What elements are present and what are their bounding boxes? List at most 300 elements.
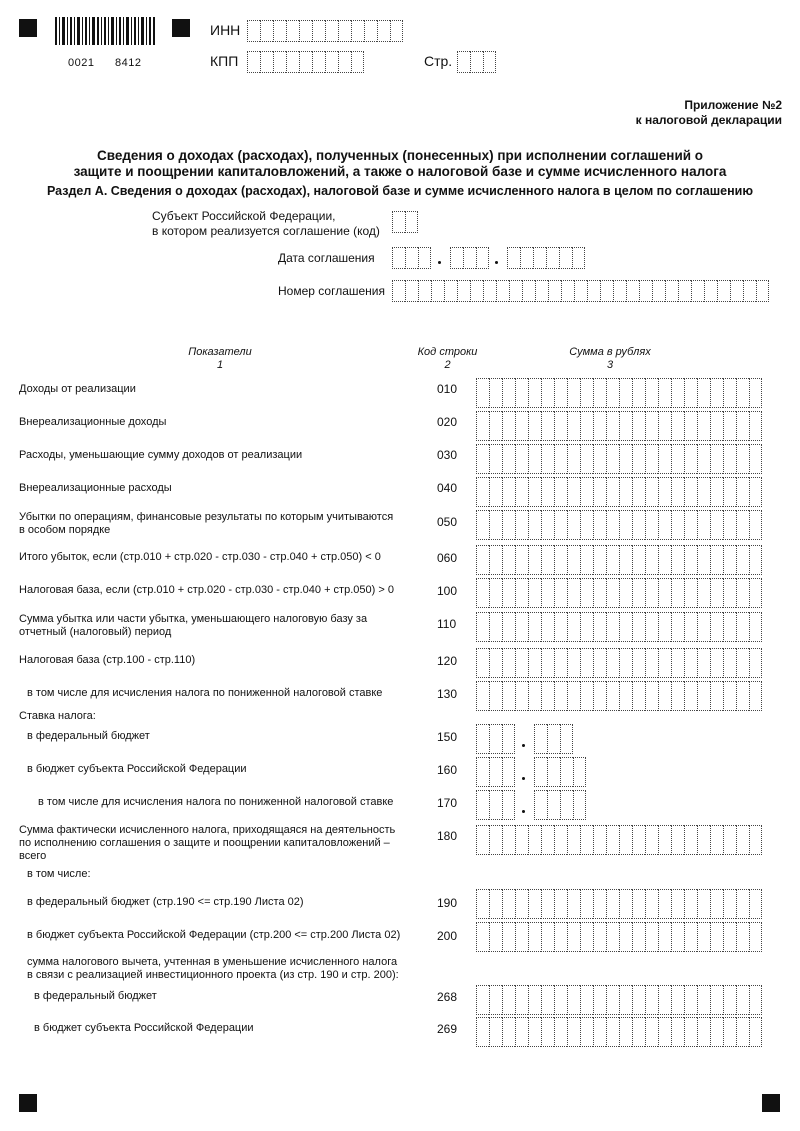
char-cell[interactable] — [554, 825, 567, 855]
char-cell[interactable] — [606, 378, 619, 408]
char-cell[interactable] — [684, 411, 697, 441]
char-cell[interactable] — [567, 477, 580, 507]
char-cell[interactable] — [749, 444, 762, 474]
char-cell[interactable] — [515, 681, 528, 711]
char-cell[interactable] — [671, 681, 684, 711]
char-cell[interactable] — [476, 648, 489, 678]
char-cell[interactable] — [554, 545, 567, 575]
char-cell[interactable] — [671, 411, 684, 441]
char-cell[interactable] — [606, 648, 619, 678]
char-cell[interactable] — [489, 889, 502, 919]
char-cell[interactable] — [489, 724, 502, 754]
char-cell[interactable] — [286, 51, 299, 73]
char-cell[interactable] — [619, 378, 632, 408]
char-cell[interactable] — [606, 477, 619, 507]
char-cell[interactable] — [541, 578, 554, 608]
char-cell[interactable] — [541, 477, 554, 507]
char-cell[interactable] — [541, 681, 554, 711]
row-amount-110[interactable] — [476, 612, 762, 642]
char-cell[interactable] — [547, 724, 560, 754]
char-cell[interactable] — [619, 681, 632, 711]
char-cell[interactable] — [541, 825, 554, 855]
char-cell[interactable] — [325, 20, 338, 42]
char-cell[interactable] — [632, 825, 645, 855]
char-cell[interactable] — [567, 510, 580, 540]
char-cell[interactable] — [580, 612, 593, 642]
char-cell[interactable] — [684, 378, 697, 408]
row-rate-160-fraction[interactable] — [534, 757, 586, 787]
char-cell[interactable] — [697, 510, 710, 540]
char-cell[interactable] — [351, 20, 364, 42]
char-cell[interactable] — [405, 211, 418, 233]
char-cell[interactable] — [723, 444, 736, 474]
char-cell[interactable] — [515, 648, 528, 678]
char-cell[interactable] — [534, 790, 547, 820]
char-cell[interactable] — [619, 922, 632, 952]
char-cell[interactable] — [405, 247, 418, 269]
char-cell[interactable] — [697, 922, 710, 952]
date-year-field[interactable] — [507, 247, 585, 269]
char-cell[interactable] — [273, 20, 286, 42]
char-cell[interactable] — [723, 681, 736, 711]
char-cell[interactable] — [567, 825, 580, 855]
char-cell[interactable] — [736, 444, 749, 474]
row-amount-040[interactable] — [476, 477, 762, 507]
char-cell[interactable] — [606, 922, 619, 952]
char-cell[interactable] — [528, 477, 541, 507]
char-cell[interactable] — [554, 578, 567, 608]
char-cell[interactable] — [431, 280, 444, 302]
char-cell[interactable] — [645, 922, 658, 952]
kpp-field[interactable] — [247, 51, 364, 73]
char-cell[interactable] — [476, 578, 489, 608]
char-cell[interactable] — [580, 681, 593, 711]
char-cell[interactable] — [534, 757, 547, 787]
char-cell[interactable] — [671, 648, 684, 678]
char-cell[interactable] — [697, 985, 710, 1015]
char-cell[interactable] — [476, 444, 489, 474]
char-cell[interactable] — [567, 545, 580, 575]
char-cell[interactable] — [749, 477, 762, 507]
char-cell[interactable] — [502, 444, 515, 474]
row-amount-200[interactable] — [476, 922, 762, 952]
char-cell[interactable] — [489, 612, 502, 642]
char-cell[interactable] — [483, 51, 496, 73]
char-cell[interactable] — [704, 280, 717, 302]
char-cell[interactable] — [723, 411, 736, 441]
char-cell[interactable] — [749, 1017, 762, 1047]
char-cell[interactable] — [554, 648, 567, 678]
char-cell[interactable] — [639, 280, 652, 302]
row-rate-150-integer[interactable] — [476, 724, 515, 754]
char-cell[interactable] — [697, 378, 710, 408]
char-cell[interactable] — [502, 790, 515, 820]
char-cell[interactable] — [392, 247, 405, 269]
char-cell[interactable] — [502, 889, 515, 919]
char-cell[interactable] — [470, 280, 483, 302]
char-cell[interactable] — [749, 578, 762, 608]
row-rate-170-fraction[interactable] — [534, 790, 586, 820]
char-cell[interactable] — [593, 681, 606, 711]
char-cell[interactable] — [645, 612, 658, 642]
char-cell[interactable] — [710, 1017, 723, 1047]
char-cell[interactable] — [528, 411, 541, 441]
char-cell[interactable] — [567, 444, 580, 474]
row-amount-130[interactable] — [476, 681, 762, 711]
char-cell[interactable] — [489, 648, 502, 678]
char-cell[interactable] — [444, 280, 457, 302]
char-cell[interactable] — [286, 20, 299, 42]
char-cell[interactable] — [652, 280, 665, 302]
char-cell[interactable] — [541, 612, 554, 642]
char-cell[interactable] — [671, 545, 684, 575]
char-cell[interactable] — [476, 545, 489, 575]
char-cell[interactable] — [476, 825, 489, 855]
char-cell[interactable] — [749, 510, 762, 540]
char-cell[interactable] — [749, 681, 762, 711]
date-day-field[interactable] — [392, 247, 431, 269]
char-cell[interactable] — [710, 681, 723, 711]
char-cell[interactable] — [489, 411, 502, 441]
char-cell[interactable] — [580, 545, 593, 575]
char-cell[interactable] — [749, 648, 762, 678]
char-cell[interactable] — [619, 411, 632, 441]
char-cell[interactable] — [515, 1017, 528, 1047]
char-cell[interactable] — [476, 411, 489, 441]
char-cell[interactable] — [619, 612, 632, 642]
char-cell[interactable] — [593, 477, 606, 507]
char-cell[interactable] — [528, 985, 541, 1015]
char-cell[interactable] — [502, 724, 515, 754]
char-cell[interactable] — [572, 247, 585, 269]
char-cell[interactable] — [515, 889, 528, 919]
char-cell[interactable] — [658, 545, 671, 575]
char-cell[interactable] — [658, 444, 671, 474]
char-cell[interactable] — [580, 510, 593, 540]
char-cell[interactable] — [509, 280, 522, 302]
char-cell[interactable] — [723, 648, 736, 678]
char-cell[interactable] — [476, 247, 489, 269]
char-cell[interactable] — [561, 280, 574, 302]
char-cell[interactable] — [736, 681, 749, 711]
char-cell[interactable] — [560, 790, 573, 820]
char-cell[interactable] — [606, 444, 619, 474]
char-cell[interactable] — [535, 280, 548, 302]
char-cell[interactable] — [502, 510, 515, 540]
char-cell[interactable] — [593, 411, 606, 441]
char-cell[interactable] — [710, 444, 723, 474]
char-cell[interactable] — [489, 922, 502, 952]
char-cell[interactable] — [489, 444, 502, 474]
char-cell[interactable] — [645, 477, 658, 507]
char-cell[interactable] — [593, 889, 606, 919]
char-cell[interactable] — [645, 510, 658, 540]
char-cell[interactable] — [463, 247, 476, 269]
char-cell[interactable] — [312, 51, 325, 73]
char-cell[interactable] — [338, 51, 351, 73]
char-cell[interactable] — [476, 477, 489, 507]
char-cell[interactable] — [574, 280, 587, 302]
char-cell[interactable] — [528, 1017, 541, 1047]
char-cell[interactable] — [736, 545, 749, 575]
char-cell[interactable] — [749, 889, 762, 919]
char-cell[interactable] — [632, 985, 645, 1015]
row-amount-020[interactable] — [476, 411, 762, 441]
char-cell[interactable] — [580, 411, 593, 441]
row-amount-268[interactable] — [476, 985, 762, 1015]
row-amount-190[interactable] — [476, 889, 762, 919]
char-cell[interactable] — [541, 648, 554, 678]
char-cell[interactable] — [645, 444, 658, 474]
char-cell[interactable] — [658, 889, 671, 919]
char-cell[interactable] — [658, 477, 671, 507]
char-cell[interactable] — [606, 889, 619, 919]
char-cell[interactable] — [645, 825, 658, 855]
char-cell[interactable] — [547, 790, 560, 820]
char-cell[interactable] — [658, 985, 671, 1015]
char-cell[interactable] — [554, 510, 567, 540]
char-cell[interactable] — [457, 280, 470, 302]
char-cell[interactable] — [658, 510, 671, 540]
char-cell[interactable] — [299, 20, 312, 42]
char-cell[interactable] — [723, 545, 736, 575]
char-cell[interactable] — [502, 757, 515, 787]
char-cell[interactable] — [528, 825, 541, 855]
row-rate-160-integer[interactable] — [476, 757, 515, 787]
char-cell[interactable] — [541, 444, 554, 474]
char-cell[interactable] — [710, 612, 723, 642]
char-cell[interactable] — [593, 612, 606, 642]
char-cell[interactable] — [567, 578, 580, 608]
char-cell[interactable] — [515, 545, 528, 575]
char-cell[interactable] — [299, 51, 312, 73]
char-cell[interactable] — [515, 477, 528, 507]
char-cell[interactable] — [632, 578, 645, 608]
char-cell[interactable] — [697, 889, 710, 919]
char-cell[interactable] — [593, 444, 606, 474]
char-cell[interactable] — [736, 648, 749, 678]
char-cell[interactable] — [546, 247, 559, 269]
char-cell[interactable] — [632, 477, 645, 507]
char-cell[interactable] — [418, 247, 431, 269]
char-cell[interactable] — [684, 681, 697, 711]
char-cell[interactable] — [476, 378, 489, 408]
char-cell[interactable] — [671, 922, 684, 952]
char-cell[interactable] — [567, 648, 580, 678]
char-cell[interactable] — [533, 247, 546, 269]
char-cell[interactable] — [560, 724, 573, 754]
char-cell[interactable] — [684, 612, 697, 642]
char-cell[interactable] — [489, 510, 502, 540]
char-cell[interactable] — [684, 444, 697, 474]
char-cell[interactable] — [684, 1017, 697, 1047]
row-amount-100[interactable] — [476, 578, 762, 608]
char-cell[interactable] — [489, 378, 502, 408]
char-cell[interactable] — [626, 280, 639, 302]
char-cell[interactable] — [554, 1017, 567, 1047]
row-rate-170-integer[interactable] — [476, 790, 515, 820]
char-cell[interactable] — [593, 545, 606, 575]
char-cell[interactable] — [580, 985, 593, 1015]
char-cell[interactable] — [619, 578, 632, 608]
row-rate-150-fraction[interactable] — [534, 724, 573, 754]
char-cell[interactable] — [645, 1017, 658, 1047]
char-cell[interactable] — [684, 477, 697, 507]
char-cell[interactable] — [736, 825, 749, 855]
char-cell[interactable] — [619, 477, 632, 507]
char-cell[interactable] — [710, 411, 723, 441]
char-cell[interactable] — [710, 578, 723, 608]
char-cell[interactable] — [515, 922, 528, 952]
char-cell[interactable] — [697, 444, 710, 474]
char-cell[interactable] — [671, 889, 684, 919]
char-cell[interactable] — [697, 825, 710, 855]
char-cell[interactable] — [580, 648, 593, 678]
char-cell[interactable] — [606, 1017, 619, 1047]
char-cell[interactable] — [632, 1017, 645, 1047]
char-cell[interactable] — [273, 51, 286, 73]
char-cell[interactable] — [580, 578, 593, 608]
char-cell[interactable] — [632, 510, 645, 540]
char-cell[interactable] — [476, 922, 489, 952]
char-cell[interactable] — [489, 578, 502, 608]
char-cell[interactable] — [476, 790, 489, 820]
char-cell[interactable] — [312, 20, 325, 42]
char-cell[interactable] — [476, 985, 489, 1015]
char-cell[interactable] — [567, 1017, 580, 1047]
char-cell[interactable] — [619, 545, 632, 575]
char-cell[interactable] — [489, 477, 502, 507]
char-cell[interactable] — [697, 411, 710, 441]
char-cell[interactable] — [756, 280, 769, 302]
char-cell[interactable] — [541, 889, 554, 919]
char-cell[interactable] — [671, 985, 684, 1015]
char-cell[interactable] — [606, 411, 619, 441]
char-cell[interactable] — [658, 922, 671, 952]
char-cell[interactable] — [658, 411, 671, 441]
char-cell[interactable] — [260, 20, 273, 42]
char-cell[interactable] — [502, 545, 515, 575]
char-cell[interactable] — [736, 612, 749, 642]
char-cell[interactable] — [671, 444, 684, 474]
char-cell[interactable] — [658, 378, 671, 408]
char-cell[interactable] — [658, 648, 671, 678]
char-cell[interactable] — [697, 648, 710, 678]
char-cell[interactable] — [671, 378, 684, 408]
char-cell[interactable] — [736, 578, 749, 608]
char-cell[interactable] — [645, 545, 658, 575]
char-cell[interactable] — [476, 612, 489, 642]
char-cell[interactable] — [619, 444, 632, 474]
char-cell[interactable] — [541, 411, 554, 441]
char-cell[interactable] — [671, 612, 684, 642]
char-cell[interactable] — [723, 477, 736, 507]
char-cell[interactable] — [593, 1017, 606, 1047]
char-cell[interactable] — [580, 825, 593, 855]
char-cell[interactable] — [723, 612, 736, 642]
char-cell[interactable] — [723, 378, 736, 408]
char-cell[interactable] — [710, 545, 723, 575]
char-cell[interactable] — [684, 825, 697, 855]
char-cell[interactable] — [502, 681, 515, 711]
char-cell[interactable] — [600, 280, 613, 302]
char-cell[interactable] — [671, 1017, 684, 1047]
char-cell[interactable] — [476, 724, 489, 754]
char-cell[interactable] — [606, 825, 619, 855]
subject-code-field[interactable] — [392, 211, 418, 233]
char-cell[interactable] — [710, 889, 723, 919]
char-cell[interactable] — [587, 280, 600, 302]
char-cell[interactable] — [632, 648, 645, 678]
char-cell[interactable] — [736, 889, 749, 919]
char-cell[interactable] — [554, 681, 567, 711]
char-cell[interactable] — [247, 51, 260, 73]
char-cell[interactable] — [723, 1017, 736, 1047]
char-cell[interactable] — [364, 20, 377, 42]
char-cell[interactable] — [489, 790, 502, 820]
char-cell[interactable] — [554, 612, 567, 642]
char-cell[interactable] — [710, 477, 723, 507]
char-cell[interactable] — [502, 985, 515, 1015]
char-cell[interactable] — [645, 411, 658, 441]
char-cell[interactable] — [645, 648, 658, 678]
char-cell[interactable] — [684, 545, 697, 575]
char-cell[interactable] — [697, 1017, 710, 1047]
char-cell[interactable] — [710, 510, 723, 540]
char-cell[interactable] — [528, 578, 541, 608]
char-cell[interactable] — [405, 280, 418, 302]
char-cell[interactable] — [671, 578, 684, 608]
char-cell[interactable] — [351, 51, 364, 73]
char-cell[interactable] — [559, 247, 572, 269]
char-cell[interactable] — [645, 681, 658, 711]
char-cell[interactable] — [580, 1017, 593, 1047]
char-cell[interactable] — [541, 510, 554, 540]
char-cell[interactable] — [528, 510, 541, 540]
char-cell[interactable] — [541, 378, 554, 408]
char-cell[interactable] — [613, 280, 626, 302]
agreement-number-field[interactable] — [392, 280, 769, 302]
char-cell[interactable] — [736, 411, 749, 441]
char-cell[interactable] — [476, 757, 489, 787]
char-cell[interactable] — [515, 444, 528, 474]
char-cell[interactable] — [736, 510, 749, 540]
char-cell[interactable] — [697, 578, 710, 608]
char-cell[interactable] — [489, 545, 502, 575]
char-cell[interactable] — [502, 612, 515, 642]
char-cell[interactable] — [593, 510, 606, 540]
char-cell[interactable] — [697, 681, 710, 711]
char-cell[interactable] — [645, 578, 658, 608]
char-cell[interactable] — [749, 922, 762, 952]
char-cell[interactable] — [580, 889, 593, 919]
char-cell[interactable] — [671, 510, 684, 540]
char-cell[interactable] — [528, 444, 541, 474]
char-cell[interactable] — [580, 444, 593, 474]
char-cell[interactable] — [632, 681, 645, 711]
char-cell[interactable] — [260, 51, 273, 73]
char-cell[interactable] — [606, 612, 619, 642]
char-cell[interactable] — [665, 280, 678, 302]
char-cell[interactable] — [723, 510, 736, 540]
char-cell[interactable] — [658, 1017, 671, 1047]
char-cell[interactable] — [502, 648, 515, 678]
char-cell[interactable] — [645, 985, 658, 1015]
char-cell[interactable] — [593, 578, 606, 608]
char-cell[interactable] — [502, 578, 515, 608]
char-cell[interactable] — [476, 1017, 489, 1047]
char-cell[interactable] — [658, 578, 671, 608]
